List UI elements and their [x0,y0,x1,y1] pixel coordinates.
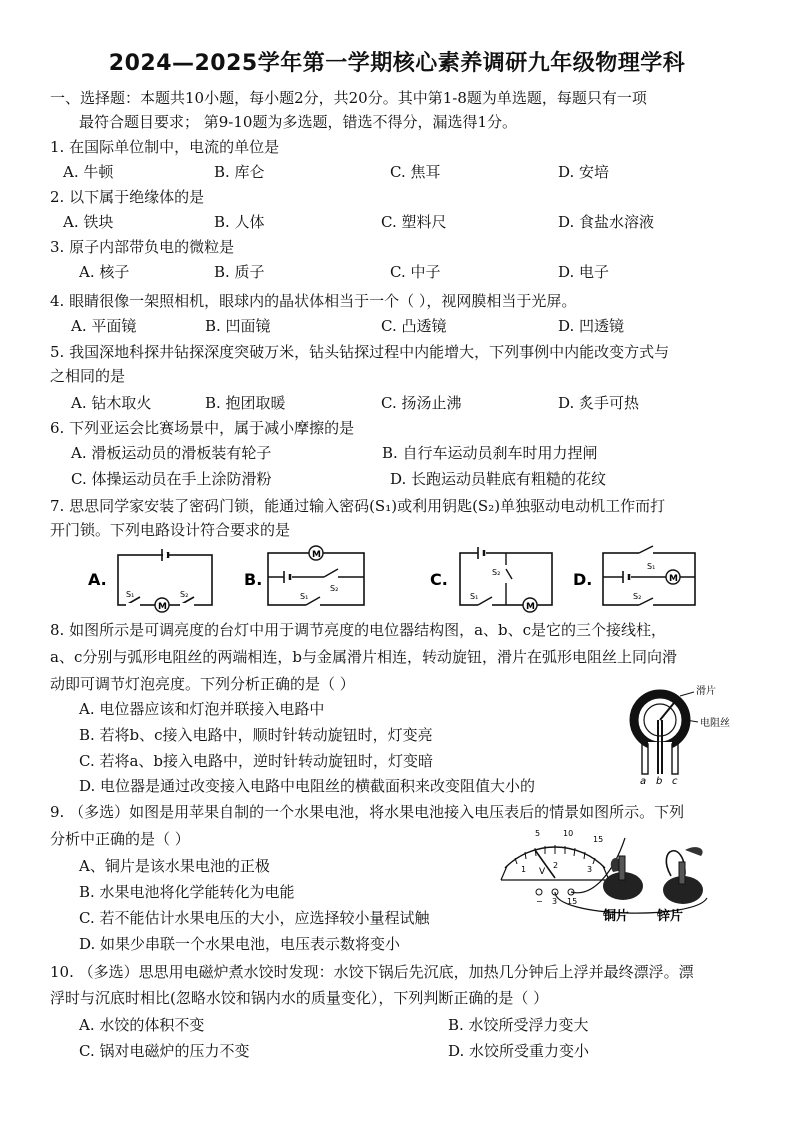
q9-fig-zinc-label: 锌片 [657,909,684,924]
q9-fruit-battery-figure [495,828,735,928]
q2-option-a: A. 铁块 [63,213,114,231]
q8-option-d: D. 电位器是通过改变接入电路中电阻丝的横截面积来改变阻值大小的 [79,777,536,795]
svg-text:M: M [669,574,678,584]
q7-circuit-b [244,545,374,615]
q8-stem-line1: 8. 如图所示是可调亮度的台灯中用于调节亮度的电位器结构图，a、b、c是它的三个接线柱， [50,621,667,639]
q6-option-c: C. 体操运动员在手上涂防滑粉 [71,470,272,488]
svg-text:c: c [672,776,678,787]
q8-option-a: A. 电位器应该和灯泡并联接入电路中 [79,700,325,718]
q10-option-c: C. 锅对电磁炉的压力不变 [79,1042,250,1060]
q4-option-c: C. 凸透镜 [381,317,447,335]
q3-option-c: C. 中子 [390,263,441,281]
q8-stem-line2: a、c分别与弧形电阻丝的两端相连，b与金属滑片相连，转动旋钮，滑片在弧形电阻丝上同向滑 [50,648,677,666]
svg-text:S₂: S₂ [330,584,339,593]
q2-option-b: B. 人体 [214,213,265,231]
q5-stem-line1: 5. 我国深地科探井钻探深度突破万米，钻头钻探过程中内能增大，下列事例中内能改变方式与 [50,343,670,361]
q7-label-b: B. [244,570,263,589]
q4-option-b: B. 凹面镜 [205,317,271,335]
q7-label-a: A. [88,570,107,589]
q10-option-a: A. 水饺的体积不变 [79,1016,205,1034]
q7-stem-line1: 7. 思思同学家安装了密码门锁，能通过输入密码(S₁)或利用钥匙(S₂)单独驱动电动机工作而打 [50,497,666,515]
svg-text:M: M [312,550,321,560]
q6-option-b: B. 自行车运动员刹车时用力捏闸 [382,444,598,462]
q1-stem: 1. 在国际单位制中，电流的单位是 [50,138,280,156]
q10-stem-line2: 浮时与沉底时相比(忽略水饺和锅内水的质量变化），下列判断正确的是（ ） [50,989,549,1007]
q8-fig-slider-label: 滑片 [696,686,716,697]
svg-text:S₂: S₂ [492,568,501,577]
q7-label-c: C. [430,570,448,589]
q5-option-c: C. 扬汤止沸 [381,394,462,412]
q7-stem-line2: 开门锁。下列电路设计符合要求的是 [50,521,291,539]
section-instructions-line2: 最符合题目要求； 第9-10题为多选题，错选不得分，漏选得1分。 [79,113,518,131]
q5-option-d: D. 炙手可热 [558,394,640,412]
q7-circuit-d [573,545,703,615]
q9-option-d: D. 如果少串联一个水果电池，电压表示数将变小 [79,935,401,953]
q9-fig-copper-label: 铜片 [603,909,630,924]
q3-option-d: D. 电子 [558,263,610,281]
svg-text:V: V [539,867,546,877]
q2-option-c: C. 塑料尺 [381,213,447,231]
svg-text:S₁: S₁ [126,590,135,599]
svg-text:10: 10 [563,829,574,838]
q1-option-b: B. 库仑 [214,163,265,181]
q2-option-d: D. 食盐水溶液 [558,213,655,231]
q1-option-c: C. 焦耳 [390,163,441,181]
svg-text:S₁: S₁ [300,592,309,601]
q9-stem-line2: 分析中正确的是（ ） [50,830,190,848]
q8-fig-wire-label: 电阻丝 [700,718,730,729]
q5-option-b: B. 抱团取暖 [205,394,286,412]
q3-option-a: A. 核子 [79,263,130,281]
svg-text:3: 3 [552,897,558,906]
svg-text:3: 3 [587,865,593,874]
svg-text:−: − [536,897,543,906]
q9-option-a: A、铜片是该水果电池的正极 [79,857,270,875]
svg-text:a: a [640,776,647,787]
q7-label-d: D. [573,570,593,589]
q6-option-d: D. 长跑运动员鞋底有粗糙的花纹 [390,470,607,488]
q8-option-b: B. 若将b、c接入电路中，顺时针转动旋钮时，灯变亮 [79,726,433,744]
page-title: 2024—2025学年第一学期核心素养调研九年级物理学科 [108,51,686,76]
svg-text:M: M [158,602,167,612]
svg-text:b: b [656,776,663,787]
q1-option-a: A. 牛顿 [63,163,114,181]
q9-option-b: B. 水果电池将化学能转化为电能 [79,883,295,901]
q3-option-b: B. 质子 [214,263,265,281]
svg-text:S₁: S₁ [470,592,479,601]
q9-stem-line1: 9. （多选）如图是用苹果自制的一个水果电池，将水果电池接入电压表后的情景如图所示。下列 [50,803,685,821]
q7-circuit-a [88,545,218,615]
q5-stem-line2: 之相同的是 [50,367,126,385]
svg-text:S₂: S₂ [633,592,642,601]
svg-text:M: M [526,602,535,612]
q8-potentiometer-figure [620,684,750,787]
q6-option-a: A. 滑板运动员的滑板装有轮子 [71,444,272,462]
q1-option-d: D. 安培 [558,163,610,181]
q3-stem: 3. 原子内部带负电的微粒是 [50,238,235,256]
svg-text:S₂: S₂ [180,590,189,599]
q4-option-a: A. 平面镜 [71,317,137,335]
section-instructions-line1: 一、选择题：本题共10小题，每小题2分，共20分。其中第1-8题为单选题，每题只有一项 [50,89,647,107]
svg-text:15: 15 [567,897,578,906]
q5-option-a: A. 钻木取火 [71,394,152,412]
q8-stem-line3: 动即可调节灯泡亮度。下列分析正确的是（ ） [50,675,355,693]
q10-option-b: B. 水饺所受浮力变大 [448,1016,589,1034]
q2-stem: 2. 以下属于绝缘体的是 [50,188,205,206]
svg-text:5: 5 [535,829,541,838]
q4-option-d: D. 凹透镜 [558,317,625,335]
q10-option-d: D. 水饺所受重力变小 [448,1042,590,1060]
q8-option-c: C. 若将a、b接入电路中，逆时针转动旋钮时，灯变暗 [79,752,434,770]
q9-option-c: C. 若不能估计水果电压的大小，应选择较小量程试触 [79,909,430,927]
svg-text:15: 15 [593,835,604,844]
svg-text:2: 2 [553,861,559,870]
svg-text:1: 1 [521,865,527,874]
svg-text:S₁: S₁ [647,562,656,571]
q4-stem: 4. 眼睛很像一架照相机，眼球内的晶状体相当于一个（ ），视网膜相当于光屏。 [50,292,577,310]
q7-circuit-c [430,545,560,615]
q6-stem: 6. 下列亚运会比赛场景中，属于减小摩擦的是 [50,419,355,437]
q10-stem-line1: 10. （多选）思思用电磁炉煮水饺时发现：水饺下锅后先沉底，加热几分钟后上浮并最终漂浮。漂 [50,963,694,981]
